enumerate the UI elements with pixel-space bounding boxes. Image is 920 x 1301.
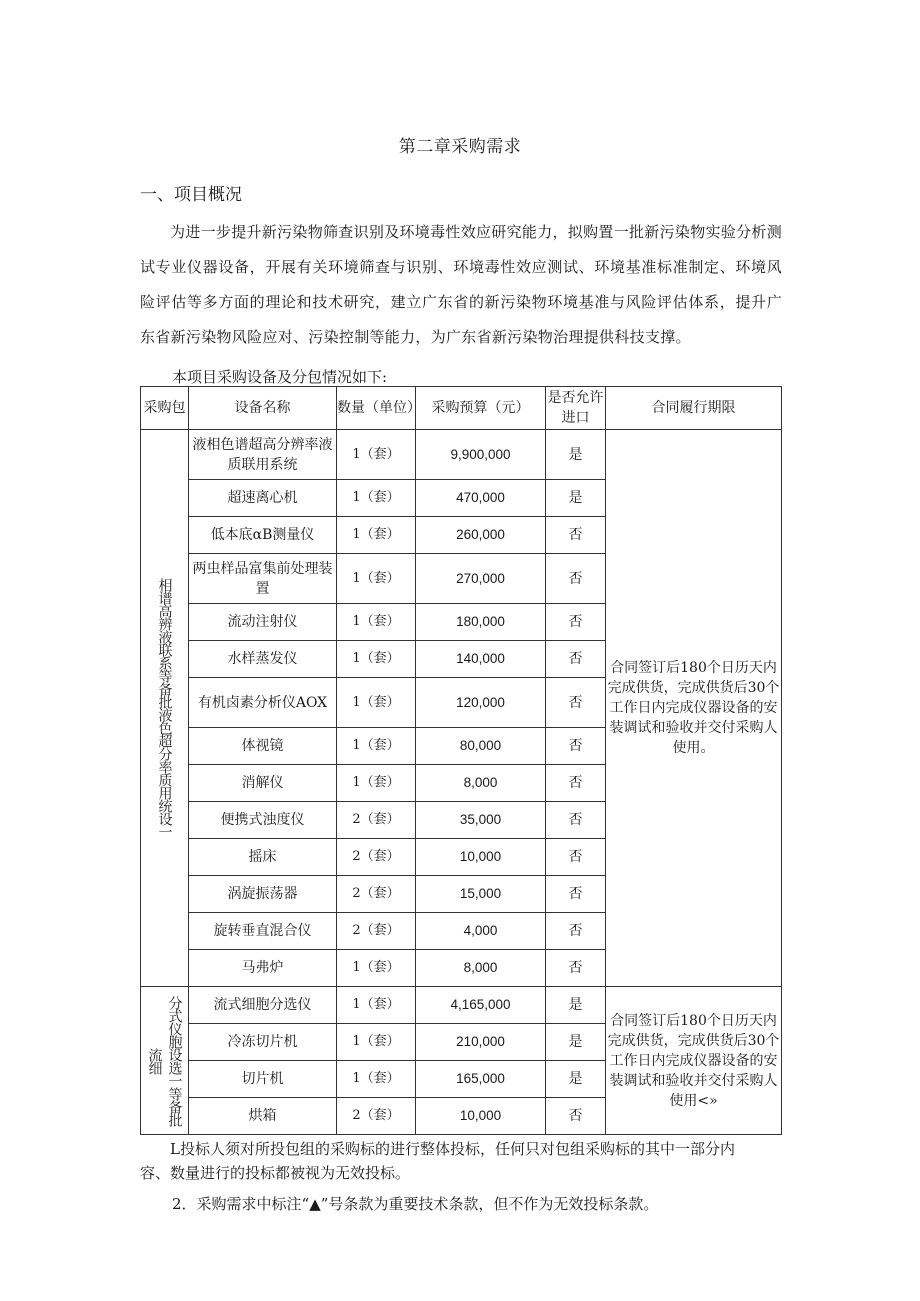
equipment-quantity: 1（套） — [337, 1024, 416, 1061]
equipment-name: 消解仪 — [189, 765, 337, 802]
section-heading: 一、项目概况 — [140, 185, 242, 205]
equipment-budget: 260,000 — [416, 517, 546, 554]
equipment-name: 摇床 — [189, 839, 337, 876]
table-row — [141, 430, 782, 480]
equipment-quantity: 1（套） — [337, 604, 416, 641]
table-body — [141, 430, 782, 1135]
header-package: 采购包 — [141, 387, 189, 430]
header-budget: 采购预算（元） — [416, 387, 546, 430]
equipment-name: 涡旋振荡器 — [189, 876, 337, 913]
package-label-cell — [141, 987, 189, 1135]
equipment-name: 旋转垂直混合仪 — [189, 913, 337, 950]
table-header-row — [141, 387, 782, 430]
equipment-name: 马弗炉 — [189, 950, 337, 987]
equipment-import-allowed: 否 — [546, 517, 606, 554]
equipment-quantity: 1（套） — [337, 641, 416, 678]
equipment-import-allowed: 否 — [546, 1098, 606, 1135]
equipment-name: 液相色谱超高分辨率液质联用系统 — [189, 430, 337, 480]
equipment-budget: 165,000 — [416, 1061, 546, 1098]
equipment-import-allowed: 否 — [546, 765, 606, 802]
equipment-budget: 10,000 — [416, 839, 546, 876]
equipment-name: 烘箱 — [189, 1098, 337, 1135]
equipment-import-allowed: 是 — [546, 480, 606, 517]
equipment-quantity: 1（套） — [337, 987, 416, 1024]
equipment-import-allowed: 否 — [546, 728, 606, 765]
equipment-import-allowed: 否 — [546, 554, 606, 604]
equipment-budget: 80,000 — [416, 728, 546, 765]
equipment-quantity: 1（套） — [337, 554, 416, 604]
equipment-name: 体视镜 — [189, 728, 337, 765]
equipment-budget: 8,000 — [416, 950, 546, 987]
equipment-quantity: 2（套） — [337, 876, 416, 913]
header-name: 设备名称 — [189, 387, 337, 430]
equipment-budget: 210,000 — [416, 1024, 546, 1061]
equipment-budget: 180,000 — [416, 604, 546, 641]
equipment-table — [140, 386, 782, 1135]
equipment-budget: 10,000 — [416, 1098, 546, 1135]
equipment-quantity: 2（套） — [337, 802, 416, 839]
equipment-quantity: 2（套） — [337, 1098, 416, 1135]
equipment-import-allowed: 否 — [546, 913, 606, 950]
equipment-name: 超速离心机 — [189, 480, 337, 517]
equipment-quantity: 2（套） — [337, 913, 416, 950]
equipment-quantity: 1（套） — [337, 480, 416, 517]
header-quantity: 数量（单位） — [337, 387, 416, 430]
equipment-quantity: 1（套） — [337, 765, 416, 802]
equipment-name: 水样蒸发仪 — [189, 641, 337, 678]
equipment-quantity: 1（套） — [337, 728, 416, 765]
equipment-quantity: 1（套） — [337, 678, 416, 728]
equipment-import-allowed: 否 — [546, 641, 606, 678]
equipment-budget: 140,000 — [416, 641, 546, 678]
equipment-quantity: 1（套） — [337, 430, 416, 480]
equipment-budget: 4,165,000 — [416, 987, 546, 1024]
table-caption: 本项目采购设备及分包情况如下: — [172, 368, 388, 386]
contract-term: 合同签订后180个日历天内完成供货，完成供货后30个工作日内完成仪器设备的安装调试和验收并交付采购人使用<» — [606, 987, 782, 1135]
package-label-cell — [141, 430, 189, 987]
equipment-name: 流动注射仪 — [189, 604, 337, 641]
equipment-import-allowed: 否 — [546, 876, 606, 913]
contract-term: 合同签订后180个日历天内完成供货，完成供货后30个工作日内完成仪器设备的安装调试和验收并交付采购人使用。 — [606, 430, 782, 987]
equipment-import-allowed: 否 — [546, 604, 606, 641]
package-label: 相谱高辨液联系等备批液色超分率质用统设一 — [156, 578, 173, 838]
equipment-budget: 35,000 — [416, 802, 546, 839]
equipment-name: 冷冻切片机 — [189, 1024, 337, 1061]
equipment-import-allowed: 是 — [546, 430, 606, 480]
equipment-name: 两虫样品富集前处理装置 — [189, 554, 337, 604]
equipment-quantity: 1（套） — [337, 517, 416, 554]
header-import: 是否允许进口 — [546, 387, 606, 430]
chapter-title: 第二章采购需求 — [398, 137, 522, 157]
package-label: 分式仪胞设选一等备批流细 — [146, 995, 183, 1126]
equipment-name: 低本底αB测量仪 — [189, 517, 337, 554]
equipment-quantity: 1（套） — [337, 1061, 416, 1098]
equipment-import-allowed: 是 — [546, 1061, 606, 1098]
equipment-import-allowed: 否 — [546, 678, 606, 728]
equipment-quantity: 1（套） — [337, 950, 416, 987]
header-term: 合同履行期限 — [606, 387, 782, 430]
table-row — [141, 987, 782, 1024]
equipment-budget: 15,000 — [416, 876, 546, 913]
equipment-budget: 470,000 — [416, 480, 546, 517]
note-2: 2．采购需求中标注“▲”号条款为重要技术条款，但不作为无效投标条款。 — [172, 1195, 659, 1213]
equipment-import-allowed: 是 — [546, 1024, 606, 1061]
equipment-name: 切片机 — [189, 1061, 337, 1098]
equipment-import-allowed: 是 — [546, 987, 606, 1024]
equipment-budget: 120,000 — [416, 678, 546, 728]
intro-paragraph: 为进一步提升新污染物筛查识别及环境毒性效应研究能力，拟购置一批新污染物实验分析测试专业仪器设备，开展有关环境筛查与识别、环境毒性效应测试、环境基准标准制定、环境风险评估等多方面的理论和技术研究，建立广东省的新污染物环境基准与风险评估体系，提升广东省新污染物风险应对、污染控制等能力，为广东省新污染物治理提供科技支撑。 — [140, 223, 783, 346]
equipment-quantity: 2（套） — [337, 839, 416, 876]
equipment-name: 有机卤素分析仪AOX — [189, 678, 337, 728]
equipment-budget: 9,900,000 — [416, 430, 546, 480]
equipment-import-allowed: 否 — [546, 950, 606, 987]
equipment-name: 流式细胞分选仪 — [189, 987, 337, 1024]
equipment-import-allowed: 否 — [546, 802, 606, 839]
equipment-name: 便携式浊度仪 — [189, 802, 337, 839]
equipment-budget: 270,000 — [416, 554, 546, 604]
note-1: L投标人须对所投包组的采购标的进行整体投标，任何只对包组采购标的其中一部分内容、数量进行的投标都被视为无效投标。 — [140, 1140, 735, 1182]
equipment-budget: 4,000 — [416, 913, 546, 950]
equipment-budget: 8,000 — [416, 765, 546, 802]
equipment-import-allowed: 否 — [546, 839, 606, 876]
